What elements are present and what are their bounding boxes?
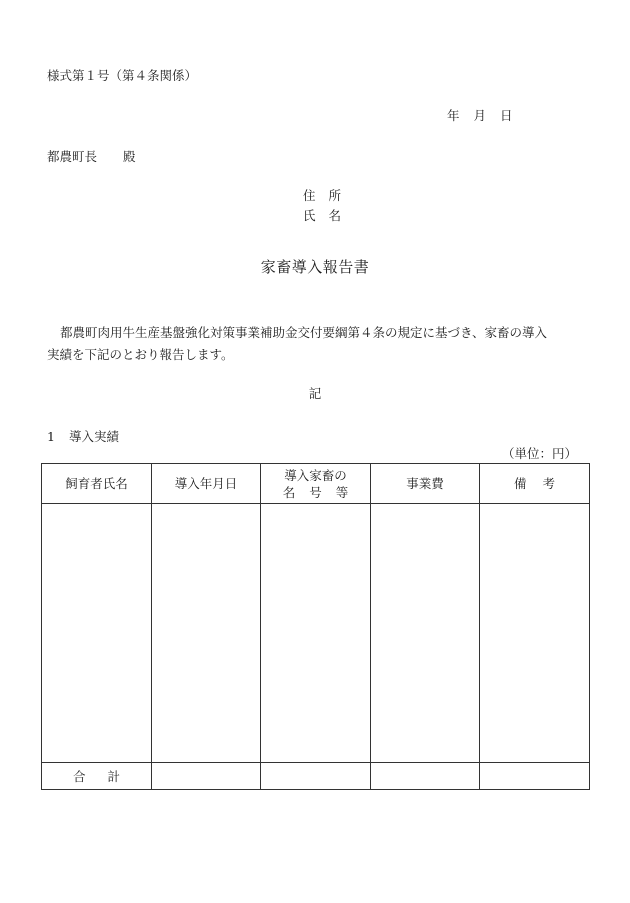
cell-owner-name[interactable]: [42, 504, 152, 763]
header-project-cost: 事業費: [371, 464, 480, 504]
body-line-1: 都農町肉用牛生産基盤強化対策事業補助金交付要綱第４条の規定に基づき、家畜の導入: [60, 325, 548, 340]
date-month: 月: [473, 108, 487, 123]
total-cell-animal[interactable]: [261, 763, 371, 790]
section-number: 1: [47, 429, 55, 444]
unit-label: （単位：円）: [501, 446, 577, 461]
recipient-office: 都農町長: [47, 149, 98, 164]
table-row: [42, 504, 590, 763]
date-line: [447, 106, 513, 124]
recipient-honorific: 殿: [123, 149, 136, 164]
date-year: 年: [447, 108, 460, 123]
recipient: [47, 147, 136, 165]
cell-introduction-date[interactable]: [152, 504, 261, 763]
cell-animal[interactable]: [261, 504, 371, 763]
form-number: 様式第１号（第４条関係）: [47, 68, 198, 83]
ki-heading: 記: [308, 386, 322, 401]
total-cell-cost[interactable]: [371, 763, 480, 790]
applicant-block: [303, 186, 341, 226]
address-label: 住 所: [303, 188, 342, 203]
name-label: 氏 名: [303, 208, 342, 223]
table-header-row: [42, 464, 590, 504]
section-heading: [47, 427, 119, 445]
total-row: [42, 763, 590, 790]
header-animal: 導入家畜の 名 号 等: [261, 464, 371, 504]
header-remarks: 備 考: [480, 464, 590, 504]
total-label: 合 計: [42, 763, 152, 790]
cell-project-cost[interactable]: [371, 504, 480, 763]
body-line-2: 実績を下記のとおり報告します。: [47, 347, 234, 362]
section-title: 導入実績: [68, 429, 119, 444]
header-introduction-date: 導入年月日: [152, 464, 261, 504]
total-cell-date[interactable]: [152, 763, 261, 790]
header-owner-name: 飼育者氏名: [42, 464, 152, 504]
total-cell-remarks[interactable]: [480, 763, 590, 790]
document-title: 家畜導入報告書: [260, 258, 370, 276]
cell-remarks[interactable]: [480, 504, 590, 763]
report-table: [41, 463, 590, 790]
body-text: [47, 322, 592, 366]
date-day: 日: [500, 108, 513, 123]
